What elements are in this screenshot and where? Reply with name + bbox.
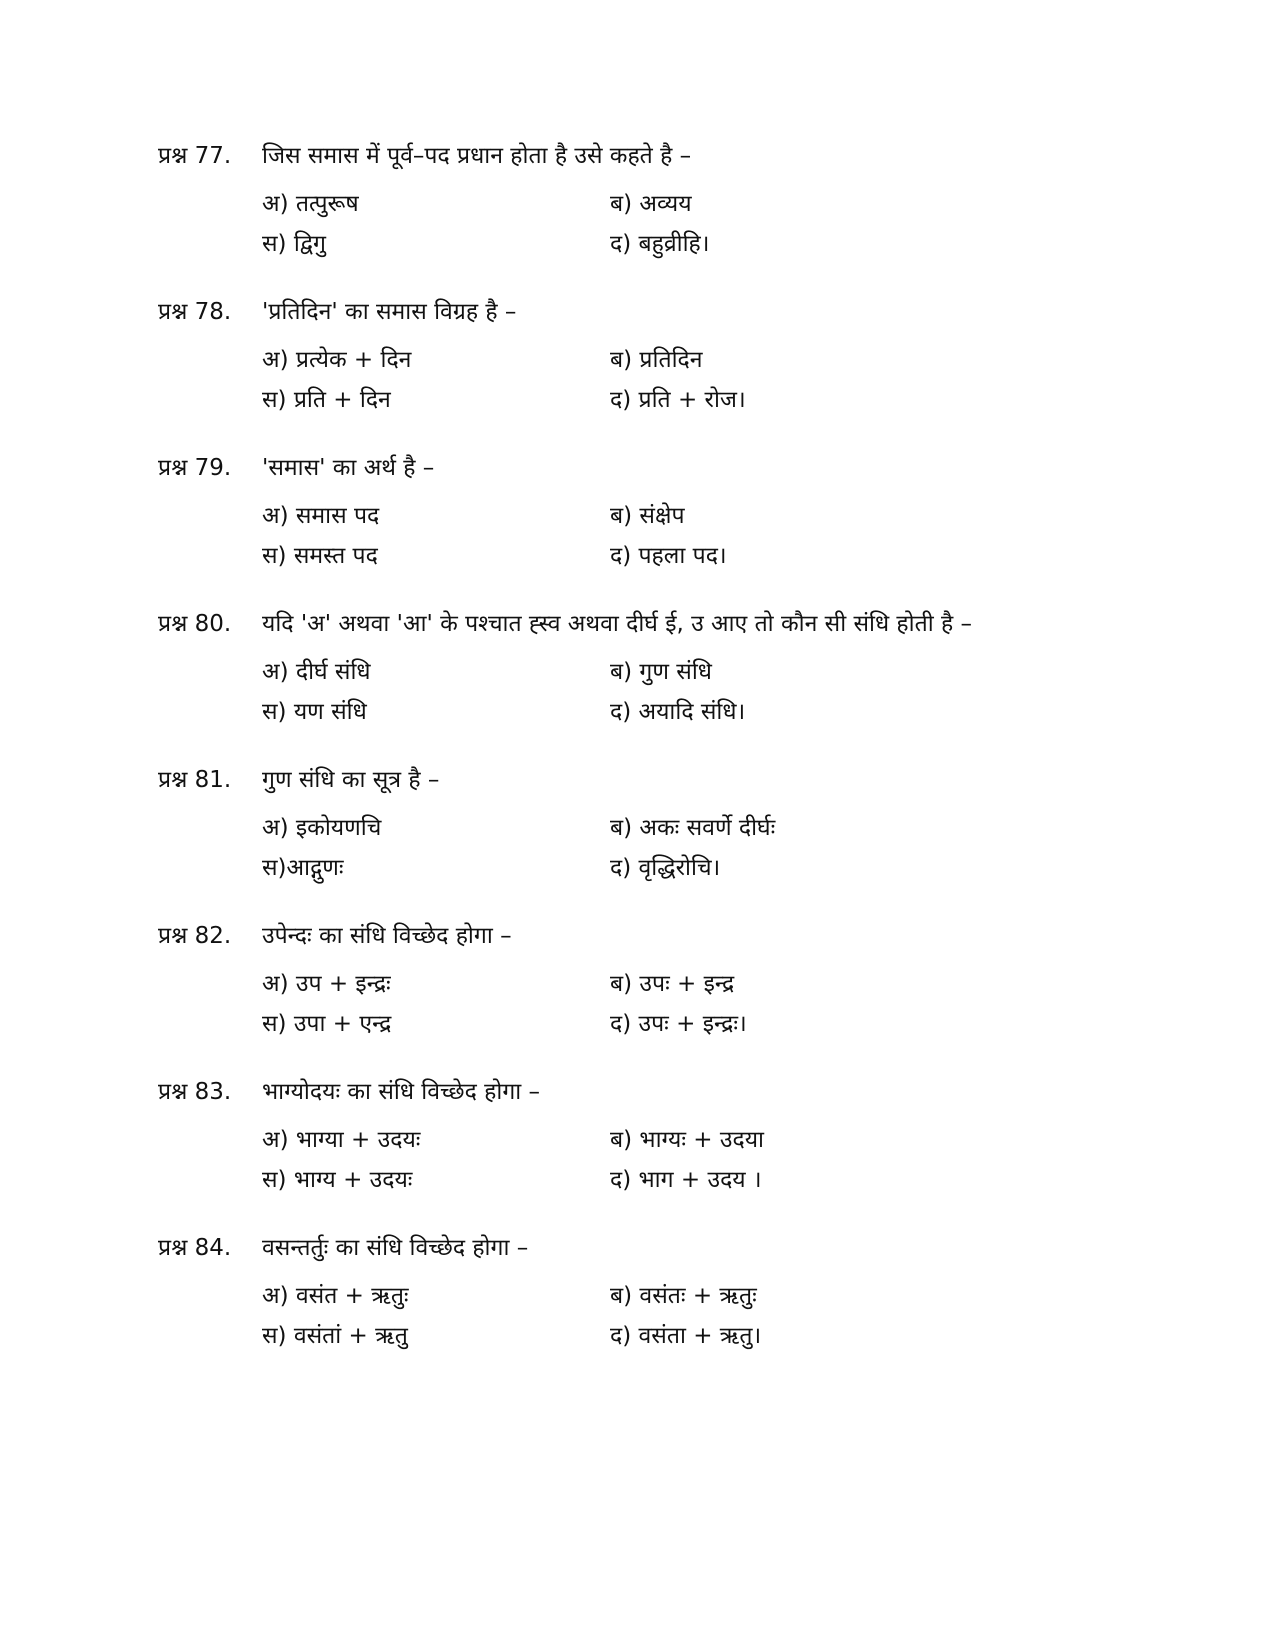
question-line bbox=[158, 763, 1158, 797]
option-b: ब) भाग्यः + उदया bbox=[610, 1127, 764, 1153]
option-a: अ) इकोयणचि bbox=[262, 815, 382, 841]
option-c: स) यण संधि bbox=[262, 699, 367, 725]
options-grid bbox=[158, 499, 1158, 579]
option-a: अ) उप + इन्द्रः bbox=[262, 971, 391, 997]
options-grid bbox=[158, 811, 1158, 891]
question-line bbox=[158, 919, 1158, 953]
option-b: ब) वसंतः + ऋतुः bbox=[610, 1283, 757, 1309]
question-line bbox=[158, 295, 1158, 329]
question-number: प्रश्न 80. bbox=[158, 611, 232, 637]
option-b: ब) अकः सवर्णे दीर्घः bbox=[610, 815, 776, 841]
options-grid bbox=[158, 967, 1158, 1047]
question-number: प्रश्न 83. bbox=[158, 1079, 232, 1105]
question-text: भाग्योदयः का संधि विच्छेद होगा – bbox=[262, 1079, 541, 1105]
option-b: ब) अव्यय bbox=[610, 191, 692, 217]
question-84 bbox=[158, 1231, 1158, 1359]
question-text: उपेन्दः का संधि विच्छेद होगा – bbox=[262, 923, 512, 949]
options-grid bbox=[158, 655, 1158, 735]
option-d: द) पहला पद। bbox=[610, 543, 727, 569]
question-number: प्रश्न 77. bbox=[158, 143, 232, 169]
question-81 bbox=[158, 763, 1158, 891]
options-grid bbox=[158, 1279, 1158, 1359]
question-77 bbox=[158, 139, 1158, 267]
option-d: द) अयादि संधि। bbox=[610, 699, 746, 725]
question-83 bbox=[158, 1075, 1158, 1203]
option-c: स) द्विगु bbox=[262, 231, 326, 257]
option-a: अ) वसंत + ऋतुः bbox=[262, 1283, 409, 1309]
option-d: द) बहुव्रीहि। bbox=[610, 231, 710, 257]
options-grid bbox=[158, 187, 1158, 267]
option-c: स)आद्गुणः bbox=[262, 855, 344, 881]
option-d: द) उपः + इन्द्रः। bbox=[610, 1011, 747, 1037]
option-a: अ) प्रत्येक + दिन bbox=[262, 347, 412, 373]
question-number: प्रश्न 78. bbox=[158, 299, 232, 325]
question-number: प्रश्न 82. bbox=[158, 923, 232, 949]
option-c: स) वसंतां + ऋतु bbox=[262, 1323, 408, 1349]
options-grid bbox=[158, 343, 1158, 423]
question-number: प्रश्न 79. bbox=[158, 455, 232, 481]
option-d: द) वसंता + ऋतु। bbox=[610, 1323, 762, 1349]
question-line bbox=[158, 607, 1158, 641]
option-c: स) प्रति + दिन bbox=[262, 387, 391, 413]
option-c: स) समस्त पद bbox=[262, 543, 378, 569]
question-text: 'समास' का अर्थ है – bbox=[262, 455, 435, 481]
question-82 bbox=[158, 919, 1158, 1047]
question-text: 'प्रतिदिन' का समास विग्रह है – bbox=[262, 299, 517, 325]
option-c: स) भाग्य + उदयः bbox=[262, 1167, 413, 1193]
question-line bbox=[158, 451, 1158, 485]
option-a: अ) दीर्घ संधि bbox=[262, 659, 371, 685]
option-a: अ) भाग्या + उदयः bbox=[262, 1127, 421, 1153]
option-d: द) वृद्धिरोचि। bbox=[610, 855, 721, 881]
question-text: यदि 'अ' अथवा 'आ' के पश्चात ह्स्व अथवा दीर्घ ई, उ आए तो कौन सी संधि होती है – bbox=[262, 611, 972, 637]
options-grid bbox=[158, 1123, 1158, 1203]
question-line bbox=[158, 139, 1158, 173]
question-line bbox=[158, 1231, 1158, 1265]
option-c: स) उपा + एन्द्र bbox=[262, 1011, 392, 1037]
option-b: ब) संक्षेप bbox=[610, 503, 685, 529]
question-text: वसन्तर्तुः का संधि विच्छेद होगा – bbox=[262, 1235, 529, 1261]
option-a: अ) समास पद bbox=[262, 503, 380, 529]
option-d: द) भाग + उदय । bbox=[610, 1167, 762, 1193]
question-80 bbox=[158, 607, 1158, 735]
question-text: जिस समास में पूर्व–पद प्रधान होता है उसे कहते है – bbox=[262, 143, 692, 169]
option-d: द) प्रति + रोज। bbox=[610, 387, 746, 413]
question-number: प्रश्न 84. bbox=[158, 1235, 232, 1261]
option-b: ब) गुण संधि bbox=[610, 659, 712, 685]
question-78 bbox=[158, 295, 1158, 423]
option-b: ब) उपः + इन्द्र bbox=[610, 971, 735, 997]
question-79 bbox=[158, 451, 1158, 579]
question-line bbox=[158, 1075, 1158, 1109]
option-b: ब) प्रतिदिन bbox=[610, 347, 703, 373]
question-text: गुण संधि का सूत्र है – bbox=[262, 767, 440, 793]
option-a: अ) तत्पुरूष bbox=[262, 191, 359, 217]
question-number: प्रश्न 81. bbox=[158, 767, 232, 793]
